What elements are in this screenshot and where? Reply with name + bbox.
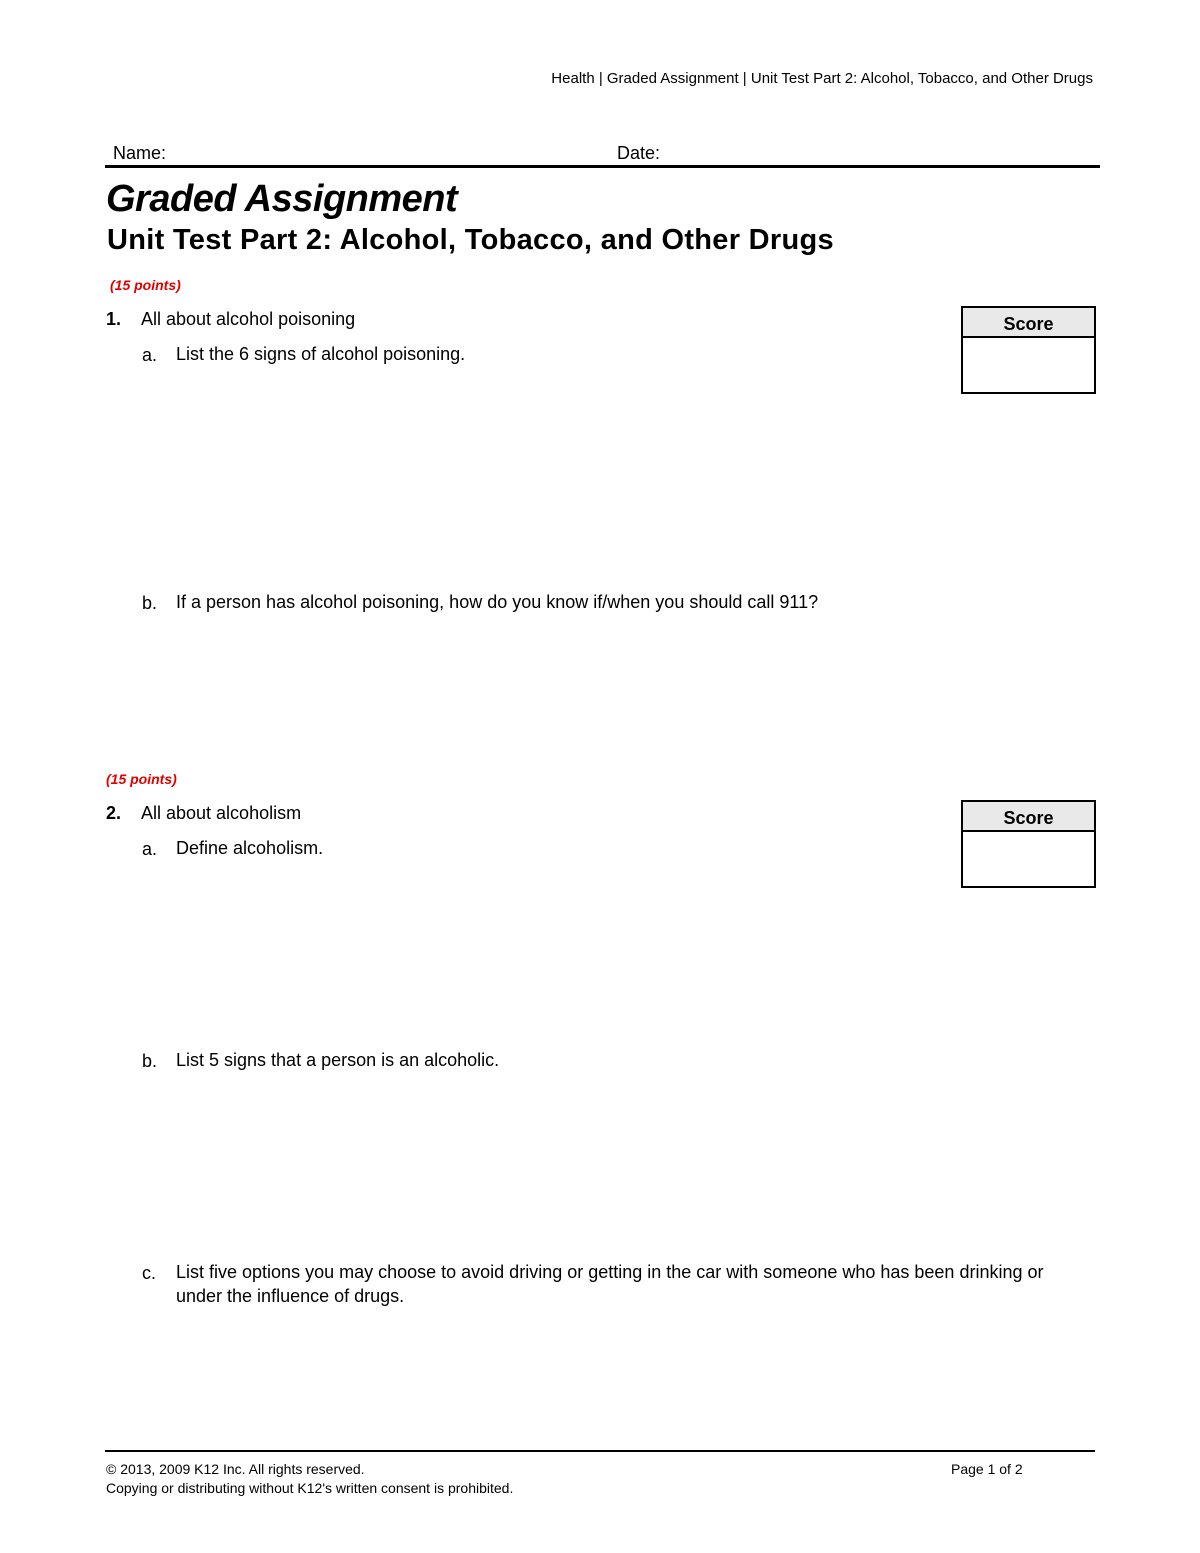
question-1a-text: List the 6 signs of alcohol poisoning. [176,344,466,364]
name-date-row [105,143,1100,168]
question-1-points: (15 points) [110,277,181,293]
document-subtitle: Unit Test Part 2: Alcohol, Tobacco, and Other Drugs [107,224,834,256]
document-title: Graded Assignment [106,178,458,220]
question-2-number: 2. [106,803,122,823]
name-label: Name: [113,143,167,163]
question-2b-letter: b. [142,1051,158,1071]
question-2b-text: List 5 signs that a person is an alcoholic. [176,1050,500,1070]
question-2c-letter: c. [142,1263,157,1283]
date-label: Date: [617,143,661,163]
question-1b-text: If a person has alcohol poisoning, how do you know if/when you should call 911? [176,592,819,612]
footer-notice: Copying or distributing without K12's written consent is prohibited. [106,1480,514,1496]
question-1-score-box[interactable] [961,306,1096,394]
question-1-text: All about alcohol poisoning [141,309,356,329]
question-1-number: 1. [106,309,122,329]
question-1b-letter: b. [142,593,158,613]
question-2-text: All about alcoholism [141,803,302,823]
question-2-score-box[interactable] [961,800,1096,888]
question-2a-text: Define alcoholism. [176,838,324,858]
question-2-points: (15 points) [106,771,177,787]
running-header: Health | Graded Assignment | Unit Test Part 2: Alcohol, Tobacco, and Other Drugs [551,70,1093,87]
footer-copyright: © 2013, 2009 K12 Inc. All rights reserved. [106,1461,365,1477]
footer-page-number: Page 1 of 2 [951,1461,1023,1477]
question-2a-letter: a. [142,839,158,859]
footer-rule [105,1450,1095,1452]
score-header: Score [963,802,1094,832]
question-1a-letter: a. [142,345,158,365]
question-2c-text: List five options you may choose to avoid driving or getting in the car with someone who has been drinking or under the influence of drugs. [176,1262,1044,1306]
score-header: Score [963,308,1094,338]
